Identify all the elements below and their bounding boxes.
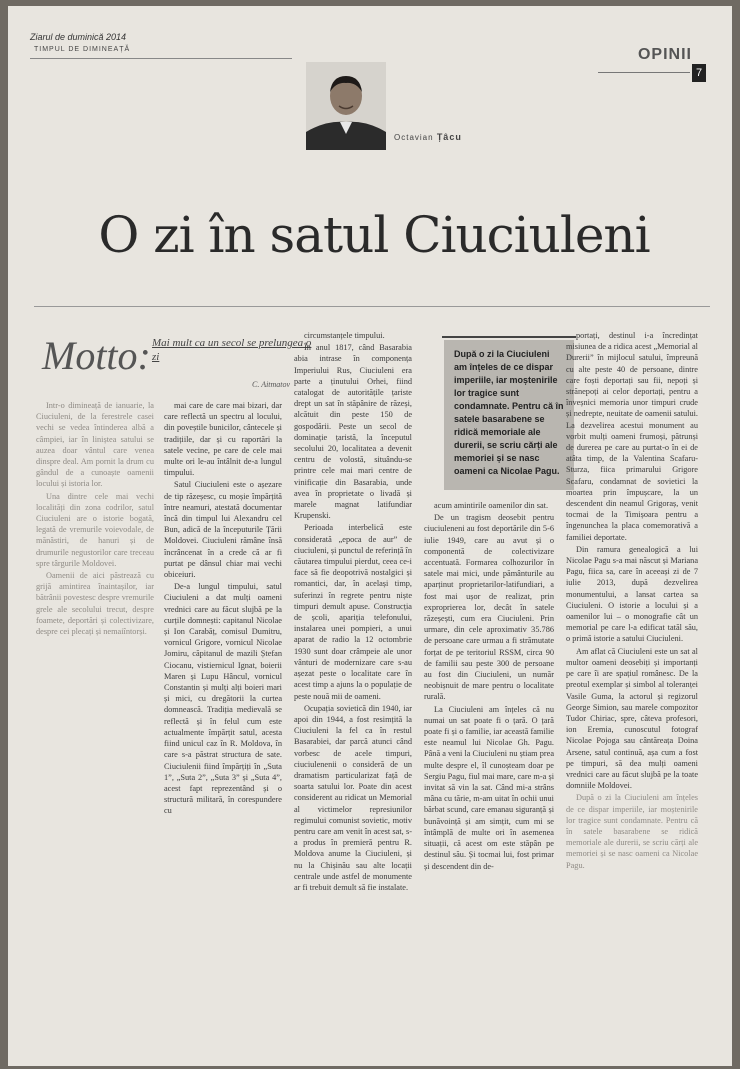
paragraph: Perioada interbelică este considerată „epoca de aur” de ciuciuleni, și punctul de referință în căutarea timpului pierdut, ceea ce-i face să fie deopotrivă nostalgici și romantici, dar, în același timp, suferinzi în regrete pentru niște timpuri demult apuse. Construcția de școli, apariția telefonului, instalarea unei pompieri, a unui aparat de radio la 12 octombrie 1930 sunt doar crâmpeie ale unor vânturi de modernizare care s-au așezat peste o localitate care în acest timp a ajuns la o populație de peste nouă mii de oameni.	[294, 523, 412, 701]
paragraph: Oamenii de aici păstrează cu grijă amintirea înaintașilor, iar bătrânii povestesc despre vremurile grele ale secolului trecut, despre foamete, deportări și colectivizare, despre cei plecați și nemaiîntorși.	[36, 571, 154, 637]
newspaper-page	[8, 6, 732, 1066]
paragraph: La Ciuciuleni am înțeles că nu numai un sat poate fi o țară. O țară poate fi și o familie, iar această familie este neamul lui Nicolae Gh. Pagu. Până a veni la Ciuciuleni nu știam prea multe despre el, îl cunoșteam doar pe Sergiu Pagu, fiul mai mare, care m-a și invitat să vin la sat. Când mi-a strâns mâna cu tărie, m-am uitat în ochii unui bărbat scund, care emanau siguranță și bunăvoință și am simțit, cum mi se întâmplă de multe ori în asemenea situații, că acest om este stăpân pe destinul său. Și tocmai lui, fost primar și descendent din de-	[424, 704, 554, 871]
top-rule	[30, 58, 292, 59]
page-number: 7	[692, 64, 706, 82]
section-rule	[598, 72, 690, 73]
article-column-4	[424, 500, 554, 1060]
paragraph: circumstanțele timpului.	[304, 331, 385, 340]
paragraph: De-a lungul timpului, satul Ciuciuleni a dat mulți oameni vrednici care au făcut slujbă pe la curțile domnești: capitanul Nicolae și Ion Carabăț, comisul Dumitru, vornicul Grigore, vornicul Nicolae Jomiru, căpitanul de mazili Ștefan Ciocanu, vistiernicul Ignat, boierii Maren și Lupu Hâncul, vornicul Constantin și mulți alți boieri mari și mici, cu dregătorii la curtea domnească. Tradiția medievală se reflectă și în felul cum este actualmente împărțit satul, acesta fiind unicul caz în R. Moldova, în care s-a păstrat structura de sate. Ciuciulenii fiind împărțiți în „Suta 1”, „Suta 2”, „Suta 3” și „Suta 4”, acest fapt reprezentând și o structură militară, în corespundere cu	[164, 582, 282, 816]
paragraph: Am aflat că Ciuciuleni este un sat al multor oameni deosebiți și importanți pe care îi are spațiul românesc. De la preotul exemplar și simbol al toleranței Vasile Guma, la actorul și regizorul George Simion, sau marele compozitor Tudor Chiriac, spre, câteva profesori, ion Eremia, cunoscutul fotograf Nicolae Pojoga sau cântăreața Doina Arsene, satul continuă, așa cum a fost pe timpuri, să dea mulți oameni vrednici care au făcut slujbă pe la toate domniile Moldovei.	[566, 646, 698, 791]
handwritten-date-note: Ziarul de duminică 2014	[30, 32, 127, 42]
paragraph: Una dintre cele mai vechi localități din zona codrilor, satul Ciuciuleni are o istorie bogată, legată de vremurile voievodale, de mănăstiri, de hanuri și de drumurile negustorilor care treceau spre târgurile Moldovei.	[36, 491, 154, 568]
author-photo	[306, 62, 386, 150]
author-last-name: Țâcu	[436, 132, 462, 142]
article-column-1	[36, 400, 154, 1060]
paragraph: portați, destinul i-a încredințat misiunea de a ridica acest „Memorial al Durerii” în mijlocul satului, împreună cu alte peste 40 de persoane, dintre care foști deportați sau fii, nepoți și strănepoți ai celor deportați, pentru a înveșnici memoria unor timpuri crude și nedrepte, neuitate de oamenii satului. La dezvelirea acestui monument au vorbit mulți oameni frumoși, pătrunși de durerea pe care au purtat-o în ei de atâta timp, de la Valentina Scafaru-Sturza, fiica primarului Grigore Scafaru, condamnat de sovietici la moartea prin împușcare, la un descendent din neamul Grigoraș, venit tocmai de la Timișoara pentru a îngenunchea la placa comemorativă a familiei deportate.	[566, 331, 698, 542]
article-column-3	[294, 330, 412, 1060]
article-column-2	[164, 400, 282, 1060]
author-byline	[394, 132, 462, 142]
author-first-name: Octavian	[394, 133, 434, 142]
paragraph: acum amintirile oamenilor din sat.	[434, 501, 549, 510]
motto-text: Mai mult ca un secol se prelungea o zi	[152, 337, 312, 363]
paragraph: Ocupația sovietică din 1940, iar apoi din 1944, a fost resimțită la Ciuciuleni la fel ca în restul Basarabiei, dar parcă atunci când vorbesc de acele timpuri, ciuciulenenii o consideră de un dramatism particularizat față de soarta satului lor. Poate din acest considerent au ridicat un Memorial al victimelor represiunilor regimului comunist sovietic, motiv pentru care am venit în acest sat, s-a produs în premieră pentru R. Moldova anume la Ciuciuleni, și nu la Chișinău sau alte locații centrale unde astfel de monumente ar fi trebuit demult să fie instalate.	[294, 703, 412, 892]
paragraph: De un tragism deosebit pentru ciuciuleneni au fost deportările din 5-6 iulie 1949, care au avut și o componentă de colectivizare accentuată. Formarea colhozurilor în satele mai mici, unde pământurile au aparținut proprietarilor-latifundiari, a fost mai ușor de realizat, prin exproprierea lor, decât în satele răzeșești, cum era Ciuciuleni. Prin urmare, din cele aproximativ 35.786 de persoane care urmau a fi strămutate forțat de pe teritoriul RSSM, circa 90 de familii sau peste 300 de persoane au fost din Ciuciuleni, un număr neobișnuit de mare pentru o localitate rurală.	[424, 513, 554, 702]
article-column-5	[566, 330, 698, 1060]
section-label: OPINII	[637, 46, 692, 63]
paragraph: Intr-o dimineață de ianuarie, la Ciuciuleni, de la ferestrele casei vechi se vedea întinderea albă a câmpiei, iar în liniștea satului se auzea doar vântul care venea dinspre deal. Am pornit la drum cu gândul de a cunoaște oamenii locului și istoria lor.	[36, 401, 154, 489]
paragraph: mai care de care mai bizari, dar care reflectă un spectru al locului, din poveștile bunicilor, cântecele și tradițiile, dar și cu raportări la satele vecine, pe care de cele mai multe ori le-au întâlnit de-a lungul timpului.	[164, 401, 282, 478]
motto-source: C. Aitmatov	[252, 380, 291, 389]
paragraph: Din ramura genealogică a lui Nicolae Pagu s-a mai născut și Mariana Pagu, fiica sa, care în aceeași zi de 7 iulie 2013, după dezvelirea monumentului, a lansat cartea sa Ciuciuleni. O istorie a locului și a oamenilor lui – o monografie cât un memorial pe care l-a edificat tatăl său, o primă istorie a satului Ciuciuleni.	[566, 544, 698, 644]
pull-quote-rule	[442, 336, 576, 338]
headline-rule	[34, 306, 710, 307]
paragraph: În anul 1817, când Basarabia abia intrase în componența Imperiului Rus, Ciuciuleni era parte a ținutului Orhei, fiind catalogat de autoritățile țariste drept un sat în stăpânire de răzeși, alcătuit din peste 150 de gospodării. Peste un secol de dominație țaristă, la începutul secolului 20, localitatea a devenit centru de volostă, situându-se printre cele mai mari centre de vinificație din Basarabia, unde avea în proprietate o livadă și marele magnat latifundiar Krupenski.	[294, 343, 412, 521]
motto-label: Motto:	[42, 333, 151, 378]
paragraph: După o zi la Ciuciuleni am înțeles de ce dispar imperiile, iar moștenirile lor tragice sunt condamnate. Pentru că în satele basarabene se ridică memoriale ale durerii, se scriu cărți ale memoriei și se nasc oameni ca Nicolae Pagu.	[566, 793, 698, 870]
paragraph: Satul Ciuciuleni este o așezare de tip răzeșesc, cu moșie împărțită între neamuri, atestată documentar încă din timpul lui Alexandru cel Bun, adică de la începuturile Țării Moldovei. Ciuciuleni rămâne însă încrâncenat în a crede că ar fi purtat pe dânsul chiar mai vechi obiceiuri.	[164, 480, 282, 580]
article-headline: O zi în satul Ciuciuleni	[98, 206, 650, 264]
pull-quote: După o zi la Ciuciuleni am înțeles de ce dispar imperiile, iar moștenirile lor tragice sunt condamnate. Pentru că în satele basarabene se ridică memoriale ale durerii, se scriu cărți ale memoriei și se nasc oameni ca Nicolae Pagu.	[444, 340, 574, 490]
masthead: TIMPUL DE DIMINEAȚĂ	[34, 46, 131, 53]
